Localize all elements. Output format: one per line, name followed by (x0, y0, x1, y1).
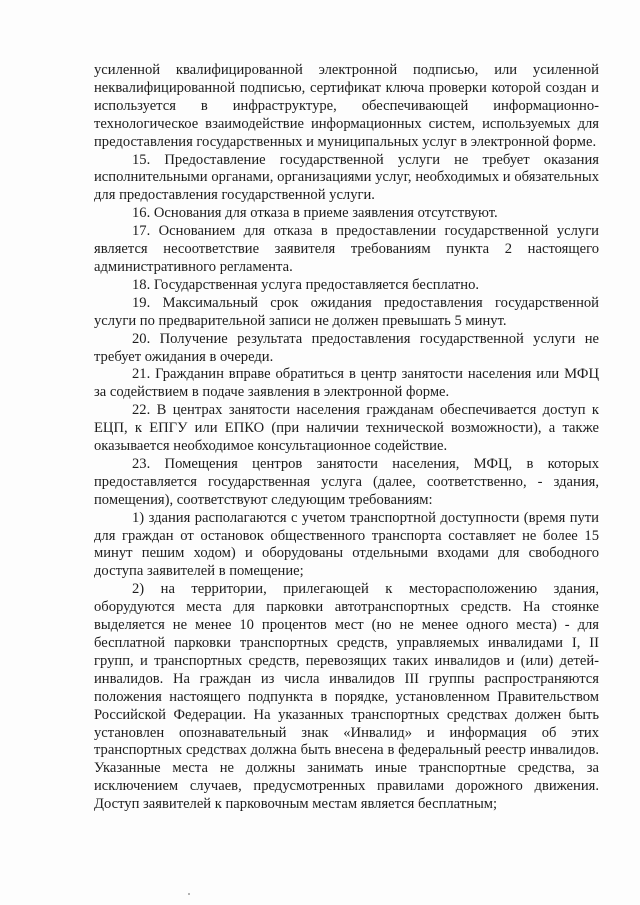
paragraph-15: 15. Предоставление государственной услуги не требует оказания исполнительными органами, организациями услуг, необходимых и обязательных для предоставления государственной услуги. (94, 151, 599, 204)
paragraph-18: 18. Государственная услуга предоставляется бесплатно. (132, 276, 480, 293)
paragraph-17: 17. Основанием для отказа в предоставлении государственной услуги является несоответствие заявителя требованиям пункта 2 настоящего административного регламента. (94, 223, 599, 275)
paragraph-20: 20. Получение результата предоставления государственной услуги не требует ожидания в очереди. (94, 330, 599, 365)
document-body (94, 62, 599, 814)
paragraph-19: 19. Максимальный срок ожидания предоставления государственной услуги по предварительной записи не должен превышать 5 минут. (94, 294, 599, 329)
paragraph-22: 22. В центрах занятости населения гражданам обеспечивается доступ к ЕЦП, к ЕПГУ или ЕПКО (при наличии технической возможности), а также оказывается необходимое консультационное содействие. (94, 402, 599, 455)
paragraph-continuation: усиленной квалифицированной электронной подписью, или усиленной неквалифицированной подписью, сертификат ключа проверки которой создан и используется в инфраструктуре, обеспечивающей информационно-технологическое взаимодействие информационных систем, используемых для предоставления государственных и муниципальных услуг в электронной форме. (94, 62, 599, 150)
scan-speck (188, 893, 190, 895)
paragraph-23: 23. Помещения центров занятости населения, МФЦ, в которых предоставляется государственная услуга (далее, соответственно, - здания, помещения), соответствуют следующим требованиям: (94, 455, 599, 508)
paragraph-16: 16. Основания для отказа в приеме заявления отсутствуют. (132, 205, 498, 222)
subitem-23-1: 1) здания располагаются с учетом транспортной доступности (время пути для граждан от остановок общественного транспорта составляет не более 15 минут пешим ходом) и оборудованы отдельными входами для свободного доступа заявителей в помещение; (94, 509, 599, 580)
paragraph-21: 21. Гражданин вправе обратиться в центр занятости населения или МФЦ за содействием в подаче заявления в электронной форме. (94, 366, 599, 401)
subitem-23-2: 2) на территории, прилегающей к месторасположению здания, оборудуются места для парковки автотранспортных средств. На стоянке выделяется не менее 10 процентов мест (но не менее одного места) - для бесплатной парковки транспортных средств, управляемых инвалидами I, II групп, и транспортных средств, перевозящих таких инвалидов и (или) детей-инвалидов. На граждан из числа инвалидов III группы распространяются положения настоящего подпункта в порядке, установленном Правительством Российской Федерации. На указанных транспортных средствах должен быть установлен опознавательный знак «Инвалид» и информация об этих транспортных средствах должна быть внесена в федеральный реестр инвалидов. Указанные места не должны занимать иные транспортные средства, за исключением случаев, предусмотренных правилами дорожного движения. Доступ заявителей к парковочным местам является бесплатным; (94, 581, 599, 813)
